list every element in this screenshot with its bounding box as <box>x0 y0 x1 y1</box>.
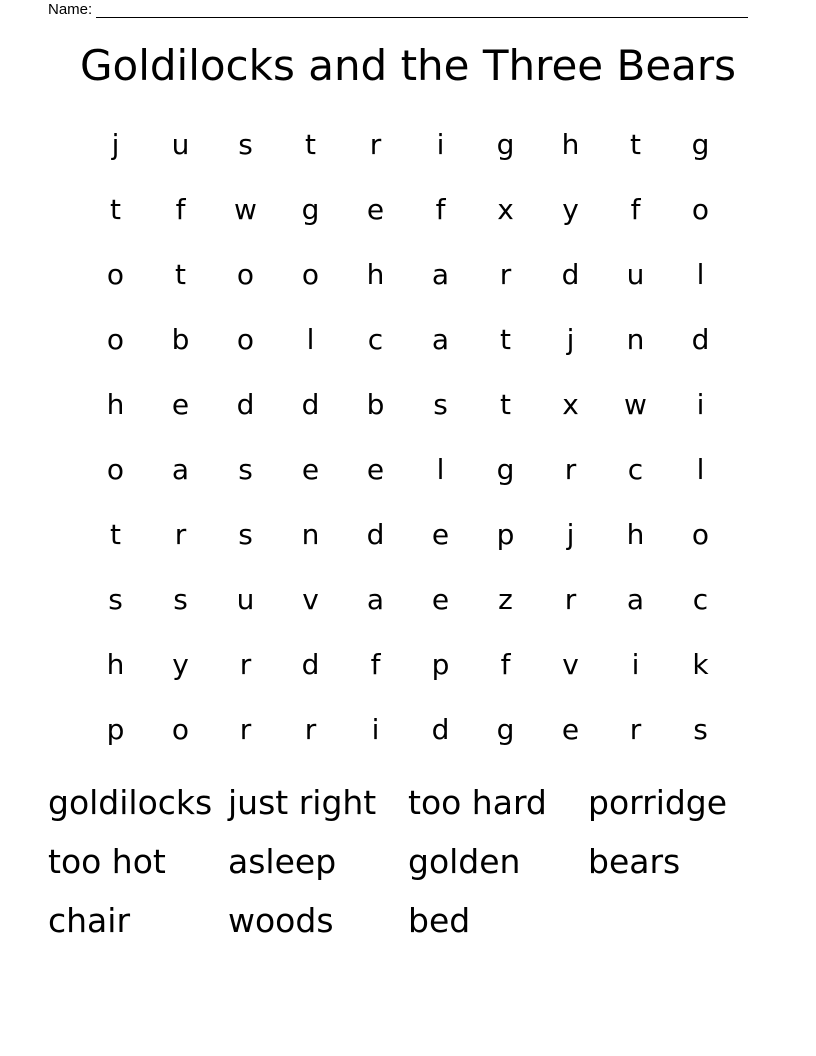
name-blank-line[interactable] <box>96 3 748 18</box>
letter-cell[interactable]: p <box>431 648 450 681</box>
letter-cell[interactable]: i <box>371 713 380 746</box>
letter-cell[interactable]: e <box>366 193 385 226</box>
letter-cell[interactable]: d <box>431 713 450 746</box>
letter-cell[interactable]: j <box>566 518 575 551</box>
letter-cell[interactable]: d <box>366 518 385 551</box>
word-list-item: chair <box>48 901 131 940</box>
letter-cell[interactable]: t <box>305 128 316 161</box>
letter-cell[interactable]: l <box>436 453 445 486</box>
letter-cell[interactable]: t <box>630 128 641 161</box>
letter-cell[interactable]: n <box>626 323 645 356</box>
letter-cell[interactable]: r <box>564 583 577 616</box>
letter-cell[interactable]: z <box>498 583 513 616</box>
letter-cell[interactable]: o <box>106 323 125 356</box>
letter-cell[interactable]: c <box>627 453 644 486</box>
letter-cell[interactable]: p <box>496 518 515 551</box>
letter-cell[interactable]: w <box>624 388 647 421</box>
letter-cell[interactable]: h <box>106 388 125 421</box>
letter-cell[interactable]: d <box>236 388 255 421</box>
letter-cell[interactable]: f <box>370 648 381 681</box>
letter-cell[interactable]: o <box>236 258 255 291</box>
page-title: Goldilocks and the Three Bears <box>79 41 737 90</box>
letter-cell[interactable]: a <box>431 323 450 356</box>
letter-cell[interactable]: r <box>369 128 382 161</box>
letter-cell[interactable]: p <box>106 713 125 746</box>
letter-cell[interactable]: w <box>234 193 257 226</box>
letter-cell[interactable]: e <box>431 518 450 551</box>
letter-cell[interactable]: k <box>692 648 709 681</box>
letter-cell[interactable]: h <box>561 128 580 161</box>
letter-cell[interactable]: u <box>171 128 190 161</box>
letter-cell[interactable]: t <box>500 323 511 356</box>
letter-cell[interactable]: g <box>691 128 710 161</box>
letter-cell[interactable]: u <box>236 583 255 616</box>
word-list-item: goldilocks <box>48 783 213 822</box>
letter-cell[interactable]: e <box>366 453 385 486</box>
letter-cell[interactable]: v <box>562 648 579 681</box>
letter-cell[interactable]: l <box>696 453 705 486</box>
letter-cell[interactable]: e <box>431 583 450 616</box>
letter-cell[interactable]: a <box>366 583 385 616</box>
letter-cell[interactable]: b <box>366 388 385 421</box>
letter-cell[interactable]: y <box>562 193 579 226</box>
letter-cell[interactable]: c <box>367 323 384 356</box>
letter-cell[interactable]: v <box>302 583 319 616</box>
letter-cell[interactable]: r <box>499 258 512 291</box>
word-list <box>48 778 768 955</box>
letter-cell[interactable]: f <box>500 648 511 681</box>
letter-cell[interactable]: g <box>496 713 515 746</box>
letter-cell[interactable]: o <box>691 518 710 551</box>
letter-cell[interactable]: x <box>562 388 579 421</box>
letter-cell[interactable]: s <box>238 518 253 551</box>
letter-cell[interactable]: i <box>696 388 705 421</box>
letter-grid <box>83 112 733 762</box>
letter-cell[interactable]: f <box>175 193 186 226</box>
letter-cell[interactable]: r <box>239 648 252 681</box>
word-list-item: porridge <box>588 783 728 822</box>
letter-cell[interactable]: d <box>301 648 320 681</box>
letter-cell[interactable]: h <box>106 648 125 681</box>
letter-cell[interactable]: d <box>561 258 580 291</box>
word-list-item: too hard <box>408 783 547 822</box>
letter-cell[interactable]: s <box>238 453 253 486</box>
letter-cell[interactable]: f <box>435 193 446 226</box>
letter-cell[interactable]: y <box>172 648 189 681</box>
letter-cell[interactable]: r <box>629 713 642 746</box>
letter-cell[interactable]: t <box>175 258 186 291</box>
letter-cell[interactable]: g <box>301 193 320 226</box>
letter-cell[interactable]: l <box>696 258 705 291</box>
letter-cell[interactable]: e <box>561 713 580 746</box>
word-list-item: too hot <box>48 842 166 881</box>
letter-cell[interactable]: t <box>110 193 121 226</box>
word-list-item: golden <box>408 842 521 881</box>
letter-cell[interactable]: r <box>304 713 317 746</box>
letter-cell[interactable]: a <box>431 258 450 291</box>
letter-cell[interactable]: r <box>174 518 187 551</box>
letter-cell[interactable]: l <box>306 323 315 356</box>
word-list-item: just right <box>228 783 377 822</box>
letter-cell[interactable]: j <box>566 323 575 356</box>
letter-cell[interactable]: c <box>692 583 709 616</box>
word-list-item: woods <box>228 901 334 940</box>
letter-cell[interactable]: t <box>500 388 511 421</box>
letter-cell[interactable]: r <box>239 713 252 746</box>
letter-cell[interactable]: s <box>108 583 123 616</box>
letter-cell[interactable]: d <box>691 323 710 356</box>
letter-cell[interactable]: o <box>691 193 710 226</box>
letter-cell[interactable]: s <box>238 128 253 161</box>
letter-cell[interactable]: o <box>236 323 255 356</box>
letter-cell[interactable]: e <box>301 453 320 486</box>
letter-cell[interactable]: i <box>436 128 445 161</box>
word-list-item: asleep <box>228 842 337 881</box>
letter-cell[interactable]: g <box>496 128 515 161</box>
letter-cell[interactable]: g <box>496 453 515 486</box>
letter-cell[interactable]: h <box>626 518 645 551</box>
letter-cell[interactable]: d <box>301 388 320 421</box>
name-field[interactable] <box>48 0 748 18</box>
letter-cell[interactable]: o <box>106 453 125 486</box>
letter-cell[interactable]: i <box>631 648 640 681</box>
letter-cell[interactable]: a <box>171 453 190 486</box>
letter-cell[interactable]: o <box>171 713 190 746</box>
letter-cell[interactable]: o <box>301 258 320 291</box>
letter-cell[interactable]: a <box>626 583 645 616</box>
letter-cell[interactable]: r <box>564 453 577 486</box>
letter-cell[interactable]: x <box>497 193 514 226</box>
letter-cell[interactable]: j <box>111 128 120 161</box>
word-list-item: bed <box>408 901 471 940</box>
letter-cell[interactable]: s <box>433 388 448 421</box>
letter-cell[interactable]: o <box>106 258 125 291</box>
letter-cell[interactable]: t <box>110 518 121 551</box>
letter-cell[interactable]: h <box>366 258 385 291</box>
letter-cell[interactable]: u <box>626 258 645 291</box>
letter-cell[interactable]: s <box>693 713 708 746</box>
letter-cell[interactable]: f <box>630 193 641 226</box>
letter-cell[interactable]: e <box>171 388 190 421</box>
letter-cell[interactable]: n <box>301 518 320 551</box>
name-label: Name: <box>48 1 93 18</box>
word-list-item: bears <box>588 842 681 881</box>
letter-cell[interactable]: s <box>173 583 188 616</box>
letter-cell[interactable]: b <box>171 323 190 356</box>
